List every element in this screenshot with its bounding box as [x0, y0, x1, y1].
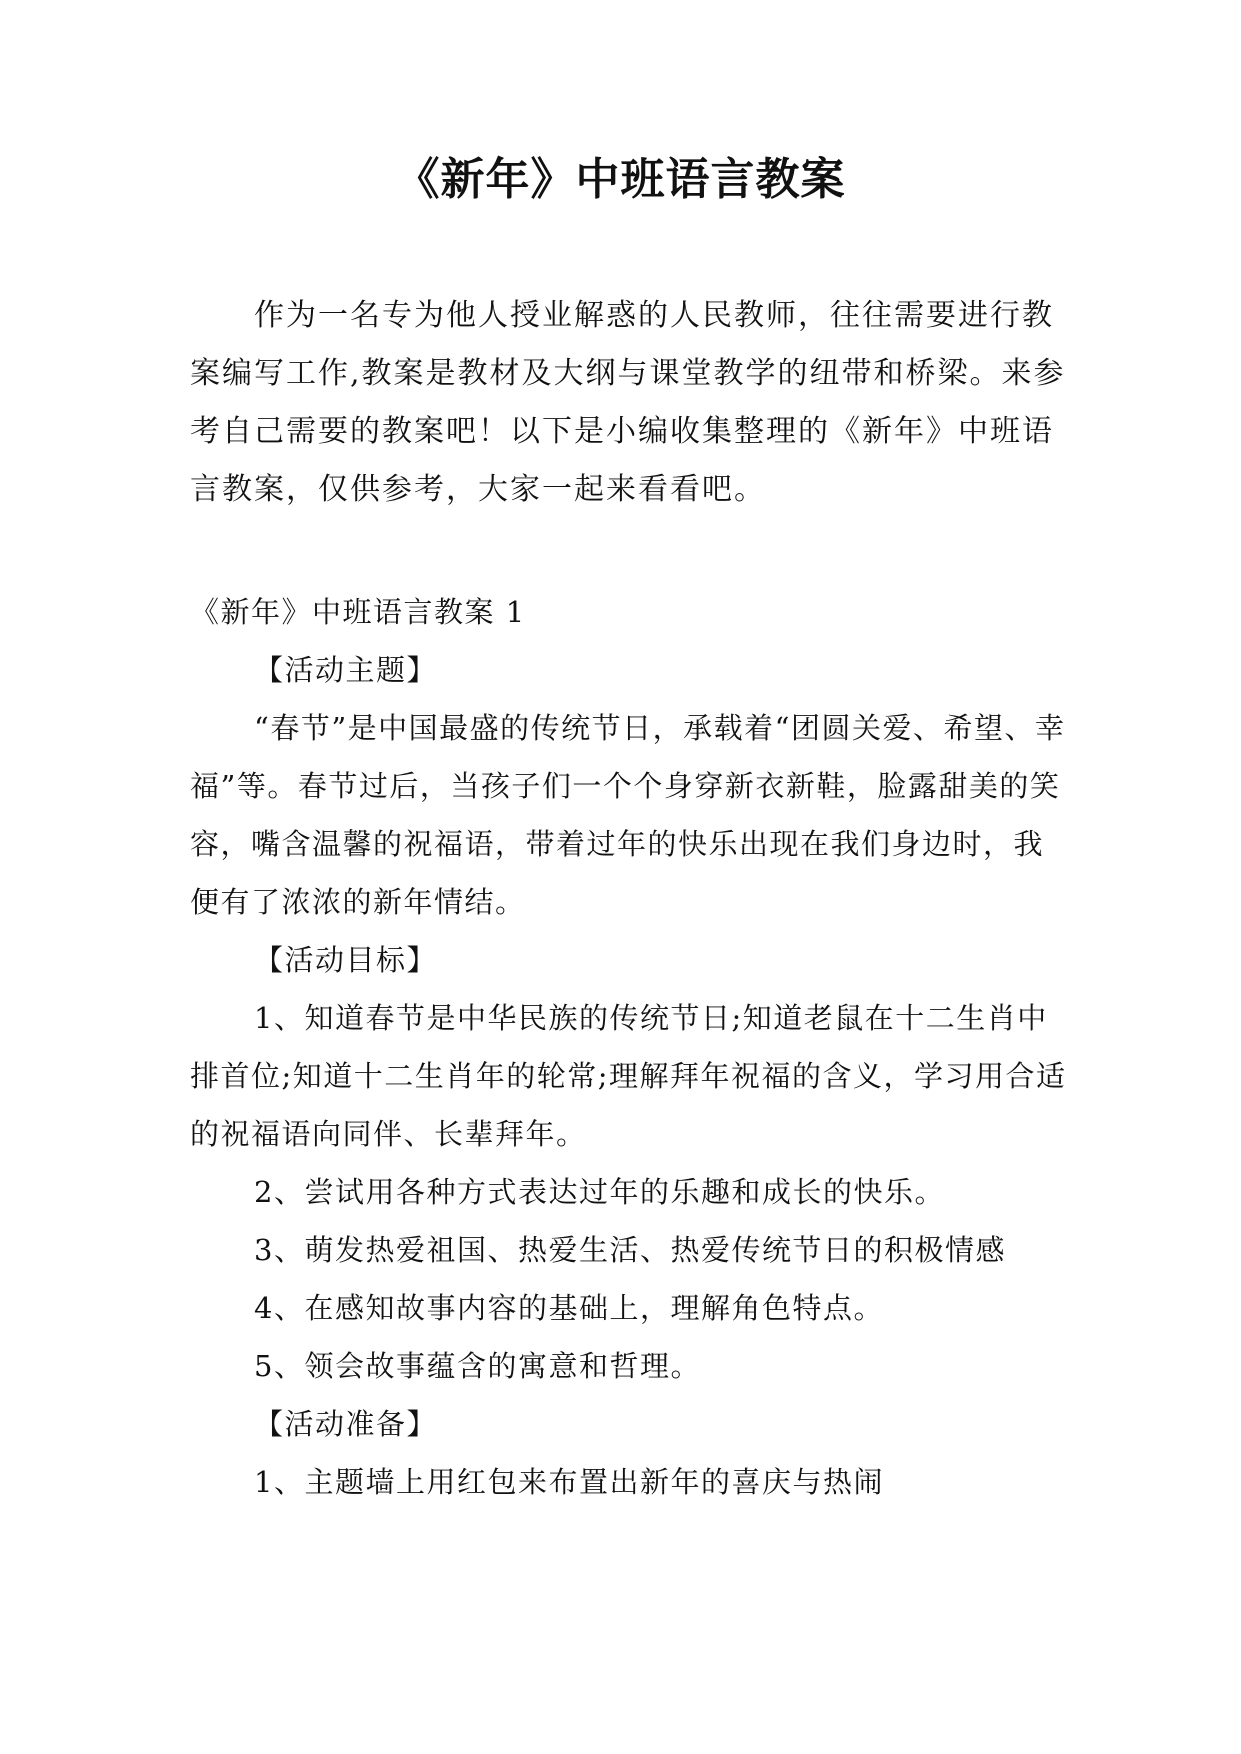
heading-activity-prep: 【活动准备】	[254, 1407, 438, 1441]
heading-activity-goals: 【活动目标】	[254, 943, 438, 977]
section-title: 《新年》中班语言教案 1	[190, 595, 526, 629]
goal-item-4: 4、在感知故事内容的基础上，理解角色特点。	[254, 1291, 884, 1325]
intro-paragraph: 作为一名专为他人授业解惑的人民教师，往往需要进行教案编写工作,教案是教材及大纲与课堂教学的纽带和桥梁。来参考自己需要的教案吧！以下是小编收集整理的《新年》中班语言教案，仅供参考，大家一起来看看吧。	[190, 298, 1066, 507]
goal-item-2: 2、尝试用各种方式表达过年的乐趣和成长的快乐。	[254, 1175, 945, 1209]
lesson-plan-body	[190, 583, 1070, 1511]
goal-item-3: 3、萌发热爱祖国、热爱生活、热爱传统节日的积极情感	[254, 1233, 1006, 1267]
goal-item-5: 5、领会故事蕴含的寓意和哲理。	[254, 1349, 701, 1383]
theme-paragraph: “春节”是中国最盛的传统节日，承载着“团圆关爱、希望、幸福”等。春节过后，当孩子们一个个身穿新衣新鞋，脸露甜美的笑容，嘴含温馨的祝福语，带着过年的快乐出现在我们身边时，我便有了浓浓的新年情结。	[190, 711, 1066, 919]
prep-item-1: 1、主题墙上用红包来布置出新年的喜庆与热闹	[254, 1465, 884, 1499]
heading-activity-theme: 【活动主题】	[254, 653, 438, 687]
document-title: 《新年》中班语言教案	[395, 154, 846, 205]
goal-item-1: 1、知道春节是中华民族的传统节日;知道老鼠在十二生肖中排首位;知道十二生肖年的轮常;理解拜年祝福的含义，学习用合适的祝福语向同伴、长辈拜年。	[190, 1001, 1067, 1151]
